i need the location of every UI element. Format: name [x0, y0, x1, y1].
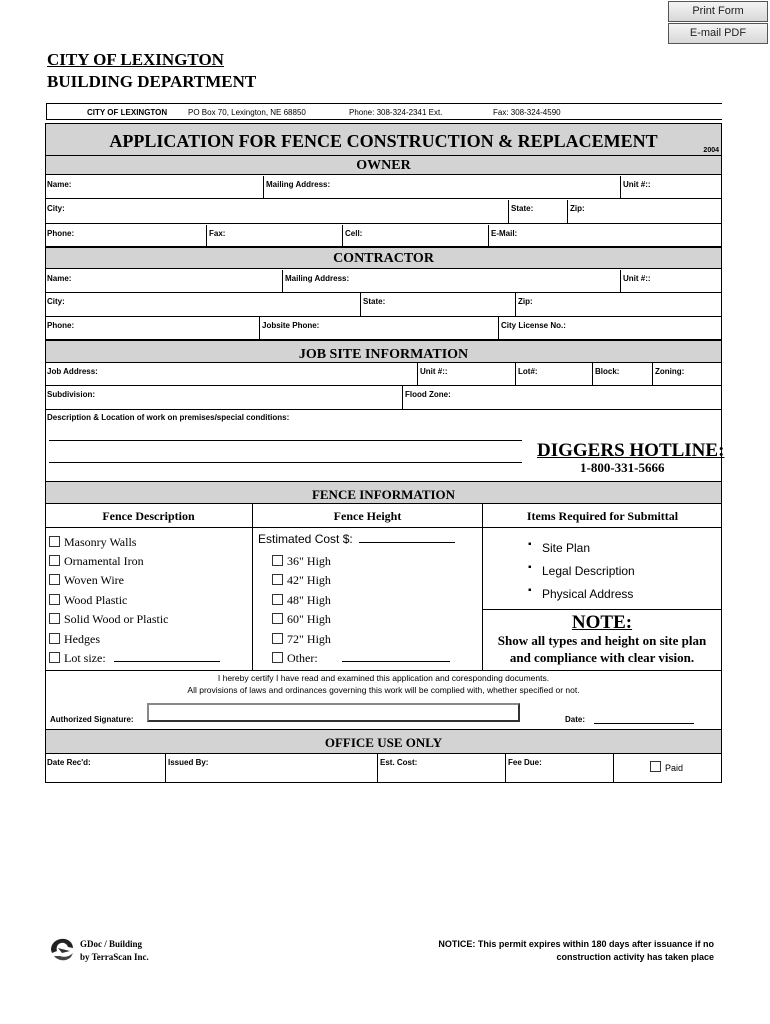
owner-section-header [45, 155, 722, 175]
footer-notice-line-2: construction activity has taken place [556, 952, 714, 962]
job-block-field[interactable] [592, 363, 652, 385]
owner-mailing-field[interactable] [263, 176, 620, 198]
job-flood-zone-field[interactable] [402, 386, 722, 409]
contractor-mailing-label: Mailing Address: [285, 274, 350, 283]
owner-zip-label: Zip: [570, 204, 585, 213]
contractor-jobsite-phone-label: Jobsite Phone: [262, 321, 320, 330]
contractor-state-field[interactable] [360, 293, 515, 316]
address-city: CITY OF LEXINGTON [87, 108, 168, 117]
department-title: BUILDING DEPARTMENT [47, 72, 257, 91]
footer-notice-line-1: NOTICE: This permit expires within 180 days after issuance if no [438, 939, 714, 949]
item-site-plan: ▪ Site Plan [542, 541, 590, 555]
owner-row-1 [45, 176, 722, 199]
contractor-unit-field[interactable] [620, 270, 722, 292]
fence-description-header: Fence Description [102, 509, 195, 523]
terrascan-logo-icon [48, 936, 75, 964]
signature-label: Authorized Signature: [50, 715, 134, 724]
job-description-label: Description & Location of work on premises/special conditions: [47, 413, 290, 422]
job-subdivision-label: Subdivision: [47, 390, 95, 399]
jobsite-row-1 [45, 363, 722, 386]
paid-label: Paid [665, 763, 684, 773]
date-label: Date: [565, 715, 586, 724]
job-subdivision-field[interactable] [45, 386, 402, 409]
office-row [45, 754, 722, 783]
owner-city-label: City: [47, 204, 65, 213]
certify-line-1: I hereby certify I have read and examined this application and coresponding documents. [217, 673, 550, 683]
contractor-mailing-field[interactable] [282, 270, 620, 292]
height-60-checkbox[interactable]: 60" High [272, 612, 331, 627]
owner-unit-label: Unit #:: [623, 180, 651, 189]
job-unit-field[interactable] [417, 363, 515, 385]
item-legal-description: ▪ Legal Description [542, 564, 635, 578]
wood-plastic-checkbox[interactable]: Wood Plastic [49, 593, 127, 608]
owner-name-field[interactable] [45, 176, 263, 198]
office-section-title: OFFICE USE ONLY [324, 735, 443, 750]
job-lot-field[interactable] [515, 363, 592, 385]
job-address-label: Job Address: [47, 367, 98, 376]
masonry-walls-checkbox[interactable]: Masonry Walls [49, 535, 136, 550]
contractor-state-label: State: [363, 297, 386, 306]
footer-logo-line-1: GDoc / Building [80, 939, 143, 949]
job-lot-label: Lot#: [518, 367, 538, 376]
note-divider [482, 609, 722, 610]
contractor-unit-label: Unit #:: [623, 274, 651, 283]
fee-due-field[interactable] [505, 754, 613, 782]
hedges-checkbox[interactable]: Hedges [49, 632, 100, 647]
fax-number: Fax: 308-324-4590 [493, 108, 561, 117]
owner-name-label: Name: [47, 180, 72, 189]
contractor-row-2 [45, 293, 722, 317]
paid-checkbox[interactable] [613, 754, 722, 782]
po-box: PO Box 70, Lexington, NE 68850 [188, 108, 306, 117]
diggers-hotline-title: DIGGERS HOTLINE: [537, 440, 725, 461]
owner-fax-label: Fax: [209, 229, 226, 238]
form-title: APPLICATION FOR FENCE CONSTRUCTION & REPLACEMENT [109, 131, 658, 151]
contractor-city-field[interactable] [45, 293, 360, 316]
owner-email-label: E-Mail: [491, 229, 518, 238]
owner-cell-label: Cell: [345, 229, 363, 238]
estimated-cost-field[interactable] [258, 532, 455, 546]
contractor-zip-field[interactable] [515, 293, 722, 316]
contractor-name-label: Name: [47, 274, 72, 283]
note-body-2: and compliance with clear vision. [509, 650, 695, 665]
job-description-line-1[interactable] [49, 440, 522, 441]
note-title: NOTE: [571, 612, 633, 633]
owner-state-label: State: [511, 204, 534, 213]
height-other-checkbox[interactable]: Other: [272, 651, 450, 666]
owner-city-field[interactable] [45, 200, 508, 223]
job-zoning-field[interactable] [652, 363, 722, 385]
contractor-row-3 [45, 317, 722, 340]
jobsite-section-title: JOB SITE INFORMATION [298, 347, 469, 362]
certify-divider [45, 670, 722, 671]
estimated-cost-label: Estimated Cost $: [258, 532, 353, 546]
height-72-checkbox[interactable]: 72" High [272, 632, 331, 647]
owner-fax-field[interactable] [206, 225, 342, 246]
date-field[interactable] [594, 723, 694, 724]
est-cost-field[interactable] [377, 754, 505, 782]
owner-phone-field[interactable] [45, 225, 206, 246]
diggers-hotline-number: 1-800-331-5666 [580, 460, 665, 475]
fence-divider-1 [252, 528, 253, 671]
phone-number: Phone: 308-324-2341 Ext. [349, 108, 443, 117]
item-physical-address: ▪ Physical Address [542, 587, 633, 601]
fence-column-headers [45, 504, 722, 528]
contractor-license-field[interactable] [498, 317, 722, 339]
job-description-line-2[interactable] [49, 462, 522, 463]
form-year: 2004 [703, 147, 719, 154]
contractor-phone-label: Phone: [47, 321, 75, 330]
office-section-header [45, 729, 722, 754]
owner-state-field[interactable] [508, 200, 567, 223]
solid-wood-plastic-checkbox[interactable]: Solid Wood or Plastic [49, 612, 168, 627]
job-unit-label: Unit #:: [420, 367, 448, 376]
contractor-phone-field[interactable] [45, 317, 259, 339]
job-flood-zone-label: Flood Zone: [405, 390, 451, 399]
contractor-section-title: CONTRACTOR [333, 251, 434, 266]
owner-mailing-label: Mailing Address: [266, 180, 331, 189]
contractor-jobsite-phone-field[interactable] [259, 317, 498, 339]
issued-by-field[interactable] [165, 754, 377, 782]
est-cost-label: Est. Cost: [380, 758, 418, 767]
certify-line-2: All provisions of laws and ordinances governing this work will be complied with, whether specified or not. [187, 685, 580, 695]
woven-wire-checkbox[interactable]: Woven Wire [49, 573, 124, 588]
job-address-field[interactable] [45, 363, 417, 385]
lot-size-checkbox[interactable]: Lot size: [49, 651, 220, 666]
height-48-checkbox[interactable]: 48" High [272, 593, 331, 608]
fee-due-label: Fee Due: [508, 758, 542, 767]
height-36-checkbox[interactable]: 36" High [272, 554, 331, 569]
jobsite-row-2 [45, 386, 722, 410]
contractor-license-label: City License No.: [501, 321, 566, 330]
owner-section-title: OWNER [356, 158, 411, 173]
footer-logo-line-2: by TerraScan Inc. [80, 952, 149, 962]
height-42-checkbox[interactable]: 42" High [272, 573, 331, 588]
contractor-name-field[interactable] [45, 270, 282, 292]
note-body-1: Show all types and height on site plan [497, 633, 707, 648]
job-block-label: Block: [595, 367, 620, 376]
fence-height-header: Fence Height [252, 504, 482, 527]
form-title-band [45, 123, 722, 156]
contractor-zip-label: Zip: [518, 297, 533, 306]
owner-cell-field[interactable] [342, 225, 488, 246]
email-pdf-button[interactable]: E-mail PDF [668, 23, 768, 44]
jobsite-section-header [45, 340, 722, 363]
fence-section-header [45, 481, 722, 504]
contractor-section-header [45, 247, 722, 269]
job-zoning-label: Zoning: [655, 367, 685, 376]
city-title: CITY OF LEXINGTON [47, 50, 224, 69]
issued-by-label: Issued By: [168, 758, 209, 767]
signature-field[interactable] [147, 703, 520, 722]
owner-row-3 [45, 225, 722, 247]
owner-phone-label: Phone: [47, 229, 75, 238]
ornamental-iron-checkbox[interactable]: Ornamental Iron [49, 554, 144, 569]
date-recd-label: Date Rec'd: [47, 758, 91, 767]
date-recd-field[interactable] [45, 754, 165, 782]
owner-row-2 [45, 200, 722, 224]
contractor-city-label: City: [47, 297, 65, 306]
contractor-row-1 [45, 270, 722, 293]
owner-unit-field[interactable] [620, 176, 722, 198]
address-bar [46, 103, 722, 120]
items-required-header: Items Required for Submittal [482, 504, 722, 527]
owner-zip-field[interactable] [567, 200, 722, 223]
fence-section-title: FENCE INFORMATION [311, 487, 456, 502]
print-form-button[interactable]: Print Form [668, 1, 768, 22]
owner-email-field[interactable] [488, 225, 722, 246]
